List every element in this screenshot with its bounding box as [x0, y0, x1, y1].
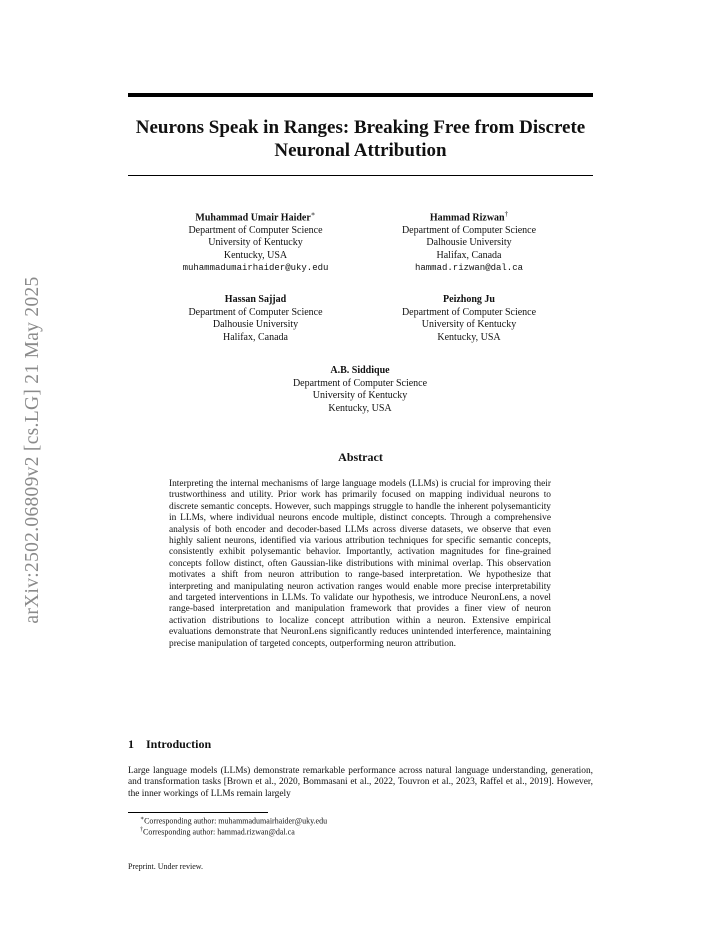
abstract-heading: Abstract: [338, 450, 383, 464]
author-department: Department of Computer Science: [401, 306, 537, 318]
author-department: Department of Computer Science: [401, 224, 537, 236]
author-location: Kentucky, USA: [223, 249, 288, 261]
author-mark: ∗: [310, 210, 316, 218]
author-location: Halifax, Canada: [436, 249, 502, 261]
footnote-mark: †: [140, 827, 143, 833]
author-name: Muhammad Umair Haider: [195, 212, 311, 224]
paper-title: Neurons Speak in Ranges: Breaking Free from Discrete Neuronal Attribution: [135, 117, 586, 161]
abstract-text: Interpreting the internal mechanisms of large language models (LLMs) is crucial for improving their trustworthiness and utility. Prior work has primarily focused on mapping individual neurons to discrete semantic concepts. However, such mappings struggle to handle the inherent polysemanticity in LLMs, where individual neurons encode multiple, distinct concepts. Through a comprehensive analysis of both encoder and decoder-based LLMs across diverse datasets, we observe that even highly salient neurons, identified via various attribution techniques for specific semantic concepts, consistently exhibit polysemantic behavior. Importantly, activation magnitudes for fine-grained concepts follow distinct, often Gaussian-like distributions with minimal overlap. This observation motivates a shift from neuron attribution to range-based interpretation. We hypothesize that interpreting and manipulating neuron activation ranges would enable more precise interpretability and targeted interventions in LLMs. To validate our hypothesis, we introduce NeuronLens, a novel range-based interpretation and manipulation framework that provides a finer view of neuron activation distributions to localize concept attribution within a neuron. Extensive empirical evaluations demonstrate that NeuronLens significantly reduces unintended interference, maintaining precise manipulation of targeted concepts, outperforming neuron attribution.: [169, 479, 551, 649]
author-email: hammad.rizwan@dal.ca: [414, 263, 524, 274]
footnote-rule: [128, 812, 268, 813]
title-rule-bottom: [128, 175, 593, 176]
author-block: [260, 365, 460, 415]
author-university: Dalhousie University: [426, 237, 512, 249]
section-heading: [128, 737, 211, 752]
author-name: Peizhong Ju: [443, 294, 495, 305]
author-email: muhammadumairhaider@uky.edu: [182, 263, 329, 274]
footnote-text: Corresponding author: muhammadumairhaider@uky.edu: [144, 816, 328, 826]
footnote-text: Corresponding author: hammad.rizwan@dal.ca: [143, 827, 295, 837]
preprint-notice: Preprint. Under review.: [128, 862, 204, 871]
author-block: [374, 208, 564, 275]
author-mark: †: [504, 210, 509, 218]
author-name: Hassan Sajjad: [224, 294, 287, 305]
author-block: [374, 294, 564, 344]
author-location: Kentucky, USA: [328, 402, 392, 414]
author-university: University of Kentucky: [421, 319, 517, 330]
author-name: A.B. Siddique: [330, 365, 390, 376]
author-location: Kentucky, USA: [437, 331, 501, 343]
author-location: Halifax, Canada: [223, 331, 288, 343]
author-block: [158, 294, 353, 344]
author-block: [158, 208, 353, 275]
arxiv-identifier: [22, 240, 44, 660]
author-name: Hammad Rizwan: [429, 212, 505, 224]
introduction-text: Large language models (LLMs) demonstrate remarkable performance across natural language understanding, generation, and transformation tasks [Brown et al., 2020, Bommasani et al., 2022, Touvron et al., 2023, Raffel et al., 2019]. However, the inner workings of LLMs remain largely: [128, 766, 593, 799]
footnote-mark: ∗: [140, 816, 145, 822]
author-university: University of Kentucky: [208, 237, 303, 249]
footnote: [140, 825, 295, 838]
author-department: Department of Computer Science: [292, 377, 428, 389]
author-department: Department of Computer Science: [188, 306, 323, 318]
section-number: 1: [128, 737, 134, 751]
section-title: Introduction: [146, 737, 212, 751]
author-university: Dalhousie University: [212, 319, 299, 330]
title-rule-top: [128, 93, 593, 97]
author-department: Department of Computer Science: [188, 224, 323, 236]
author-university: University of Kentucky: [312, 390, 408, 401]
arxiv-id-text: arXiv:2502.06809v2 [cs.LG] 21 May 2025: [22, 276, 43, 624]
